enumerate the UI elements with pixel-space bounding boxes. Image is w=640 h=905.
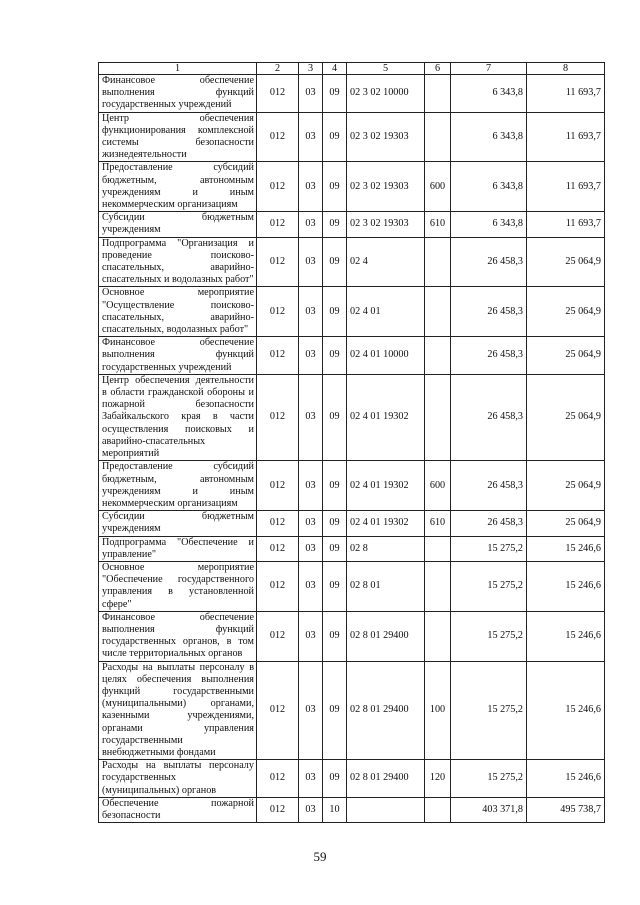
amount-col8-cell: 15 246,6	[527, 760, 605, 798]
section-cell: 03	[299, 760, 323, 798]
target-article-cell: 02 3 02 19303	[347, 212, 425, 237]
expense-type-cell	[425, 337, 451, 375]
amount-col7-cell: 6 343,8	[451, 162, 527, 212]
amount-col7-cell: 15 275,2	[451, 611, 527, 661]
ministry-code-cell: 012	[257, 212, 299, 237]
ministry-code-cell: 012	[257, 112, 299, 162]
expense-type-cell	[425, 561, 451, 611]
amount-col8-cell: 25 064,9	[527, 337, 605, 375]
section-cell: 03	[299, 337, 323, 375]
amount-col7-cell: 26 458,3	[451, 461, 527, 511]
section-cell: 03	[299, 112, 323, 162]
row-name-cell: Обеспечение пожарной безопасности	[99, 797, 257, 822]
subsection-cell: 09	[323, 337, 347, 375]
section-cell: 03	[299, 237, 323, 287]
subsection-cell: 09	[323, 461, 347, 511]
table-row	[99, 797, 605, 822]
amount-col8-cell: 25 064,9	[527, 461, 605, 511]
target-article-cell: 02 4 01 19302	[347, 374, 425, 460]
section-cell: 03	[299, 287, 323, 337]
table-row	[99, 112, 605, 162]
subsection-cell: 09	[323, 661, 347, 760]
row-name-cell: Субсидии бюджетным учреждениям	[99, 511, 257, 536]
amount-col8-cell: 15 246,6	[527, 611, 605, 661]
expense-type-cell: 600	[425, 461, 451, 511]
ministry-code-cell: 012	[257, 162, 299, 212]
row-name-cell: Основное мероприятие "Осуществление поисково-спасательных, аварийно-спасательных, водолазных работ"	[99, 287, 257, 337]
expense-type-cell: 120	[425, 760, 451, 798]
amount-col8-cell: 11 693,7	[527, 212, 605, 237]
section-cell: 03	[299, 536, 323, 561]
target-article-cell: 02 8 01 29400	[347, 760, 425, 798]
amount-col7-cell: 15 275,2	[451, 561, 527, 611]
table-row	[99, 337, 605, 375]
amount-col7-cell: 26 458,3	[451, 337, 527, 375]
expense-type-cell	[425, 112, 451, 162]
amount-col8-cell: 11 693,7	[527, 75, 605, 113]
row-name-cell: Подпрограмма "Организация и проведение поисково-спасательных, аварийно-спасательных и водолазных работ"	[99, 237, 257, 287]
table-row	[99, 611, 605, 661]
target-article-cell: 02 4	[347, 237, 425, 287]
ministry-code-cell: 012	[257, 661, 299, 760]
expense-type-cell	[425, 374, 451, 460]
amount-col7-cell: 26 458,3	[451, 374, 527, 460]
amount-col7-cell: 15 275,2	[451, 536, 527, 561]
table-row	[99, 374, 605, 460]
row-name-cell: Предоставление субсидий бюджетным, автономным учреждениям и иным некоммерческим организациям	[99, 461, 257, 511]
ministry-code-cell: 012	[257, 287, 299, 337]
ministry-code-cell: 012	[257, 237, 299, 287]
table-row	[99, 536, 605, 561]
row-name-cell: Расходы на выплаты персоналу в целях обеспечения выполнения функций государственными (муниципальными) органами, казенными учреждениями, органами управления государственными внебюджетными фондами	[99, 661, 257, 760]
target-article-cell: 02 8 01 29400	[347, 611, 425, 661]
expense-type-cell	[425, 536, 451, 561]
ministry-code-cell: 012	[257, 536, 299, 561]
column-header: 7	[451, 63, 527, 75]
table-row	[99, 237, 605, 287]
amount-col8-cell: 25 064,9	[527, 237, 605, 287]
expense-type-cell	[425, 237, 451, 287]
row-name-cell: Центр обеспечения деятельности в области гражданской обороны и пожарной безопасности Забайкальского края в части осуществления поисковых и аварийно-спасательных мероприятий	[99, 374, 257, 460]
row-name-cell: Финансовое обеспечение выполнения функций государственных учреждений	[99, 75, 257, 113]
expense-type-cell: 610	[425, 511, 451, 536]
column-header: 8	[527, 63, 605, 75]
expense-type-cell: 600	[425, 162, 451, 212]
subsection-cell: 09	[323, 112, 347, 162]
target-article-cell: 02 4 01 10000	[347, 337, 425, 375]
amount-col7-cell: 15 275,2	[451, 760, 527, 798]
amount-col8-cell: 11 693,7	[527, 162, 605, 212]
subsection-cell: 09	[323, 374, 347, 460]
amount-col8-cell: 25 064,9	[527, 374, 605, 460]
expense-type-cell: 610	[425, 212, 451, 237]
subsection-cell: 10	[323, 797, 347, 822]
ministry-code-cell: 012	[257, 611, 299, 661]
subsection-cell: 09	[323, 536, 347, 561]
row-name-cell: Подпрограмма "Обеспечение и управление"	[99, 536, 257, 561]
section-cell: 03	[299, 461, 323, 511]
row-name-cell: Основное мероприятие "Обеспечение государственного управления в установленной сфере"	[99, 561, 257, 611]
expense-type-cell	[425, 75, 451, 113]
ministry-code-cell: 012	[257, 561, 299, 611]
amount-col7-cell: 15 275,2	[451, 661, 527, 760]
amount-col8-cell: 495 738,7	[527, 797, 605, 822]
target-article-cell: 02 8 01 29400	[347, 661, 425, 760]
expense-type-cell: 100	[425, 661, 451, 760]
target-article-cell: 02 8	[347, 536, 425, 561]
target-article-cell: 02 4 01	[347, 287, 425, 337]
expense-type-cell	[425, 287, 451, 337]
target-article-cell	[347, 797, 425, 822]
target-article-cell: 02 3 02 10000	[347, 75, 425, 113]
amount-col8-cell: 25 064,9	[527, 511, 605, 536]
amount-col8-cell: 15 246,6	[527, 561, 605, 611]
row-name-cell: Расходы на выплаты персоналу государственных (муниципальных) органов	[99, 760, 257, 798]
table-row	[99, 561, 605, 611]
ministry-code-cell: 012	[257, 511, 299, 536]
ministry-code-cell: 012	[257, 461, 299, 511]
ministry-code-cell: 012	[257, 75, 299, 113]
amount-col7-cell: 26 458,3	[451, 237, 527, 287]
expense-type-cell	[425, 611, 451, 661]
row-name-cell: Центр обеспечения функционирования комплексной системы безопасности жизнедеятельности	[99, 112, 257, 162]
column-header: 3	[299, 63, 323, 75]
row-name-cell: Субсидии бюджетным учреждениям	[99, 212, 257, 237]
section-cell: 03	[299, 212, 323, 237]
subsection-cell: 09	[323, 212, 347, 237]
section-cell: 03	[299, 162, 323, 212]
budget-table	[98, 62, 605, 823]
target-article-cell: 02 3 02 19303	[347, 162, 425, 212]
target-article-cell: 02 4 01 19302	[347, 461, 425, 511]
section-cell: 03	[299, 511, 323, 536]
amount-col8-cell: 15 246,6	[527, 661, 605, 760]
section-cell: 03	[299, 75, 323, 113]
amount-col8-cell: 15 246,6	[527, 536, 605, 561]
table-row	[99, 75, 605, 113]
page-number: 59	[313, 849, 327, 864]
table-row	[99, 212, 605, 237]
column-header: 1	[99, 63, 257, 75]
amount-col7-cell: 6 343,8	[451, 112, 527, 162]
amount-col7-cell: 6 343,8	[451, 212, 527, 237]
row-name-cell: Финансовое обеспечение выполнения функций государственных учреждений	[99, 337, 257, 375]
amount-col7-cell: 26 458,3	[451, 287, 527, 337]
table-row	[99, 162, 605, 212]
column-header: 2	[257, 63, 299, 75]
amount-col7-cell: 6 343,8	[451, 75, 527, 113]
ministry-code-cell: 012	[257, 797, 299, 822]
target-article-cell: 02 8 01	[347, 561, 425, 611]
subsection-cell: 09	[323, 162, 347, 212]
row-name-cell: Предоставление субсидий бюджетным, автономным учреждениям и иным некоммерческим организациям	[99, 162, 257, 212]
subsection-cell: 09	[323, 287, 347, 337]
amount-col8-cell: 11 693,7	[527, 112, 605, 162]
ministry-code-cell: 012	[257, 337, 299, 375]
section-cell: 03	[299, 797, 323, 822]
target-article-cell: 02 3 02 19303	[347, 112, 425, 162]
subsection-cell: 09	[323, 75, 347, 113]
expense-type-cell	[425, 797, 451, 822]
target-article-cell: 02 4 01 19302	[347, 511, 425, 536]
section-cell: 03	[299, 661, 323, 760]
section-cell: 03	[299, 561, 323, 611]
row-name-cell: Финансовое обеспечение выполнения функций государственных органов, в том числе территориальных органов	[99, 611, 257, 661]
amount-col8-cell: 25 064,9	[527, 287, 605, 337]
subsection-cell: 09	[323, 611, 347, 661]
subsection-cell: 09	[323, 760, 347, 798]
section-cell: 03	[299, 374, 323, 460]
table-row	[99, 287, 605, 337]
column-header: 6	[425, 63, 451, 75]
ministry-code-cell: 012	[257, 374, 299, 460]
column-header: 4	[323, 63, 347, 75]
table-row	[99, 461, 605, 511]
ministry-code-cell: 012	[257, 760, 299, 798]
section-cell: 03	[299, 611, 323, 661]
table-row	[99, 760, 605, 798]
subsection-cell: 09	[323, 237, 347, 287]
amount-col7-cell: 403 371,8	[451, 797, 527, 822]
amount-col7-cell: 26 458,3	[451, 511, 527, 536]
table-header-row	[99, 63, 605, 75]
subsection-cell: 09	[323, 511, 347, 536]
subsection-cell: 09	[323, 561, 347, 611]
table-row	[99, 661, 605, 760]
table-row	[99, 511, 605, 536]
column-header: 5	[347, 63, 425, 75]
table-body	[99, 75, 605, 823]
